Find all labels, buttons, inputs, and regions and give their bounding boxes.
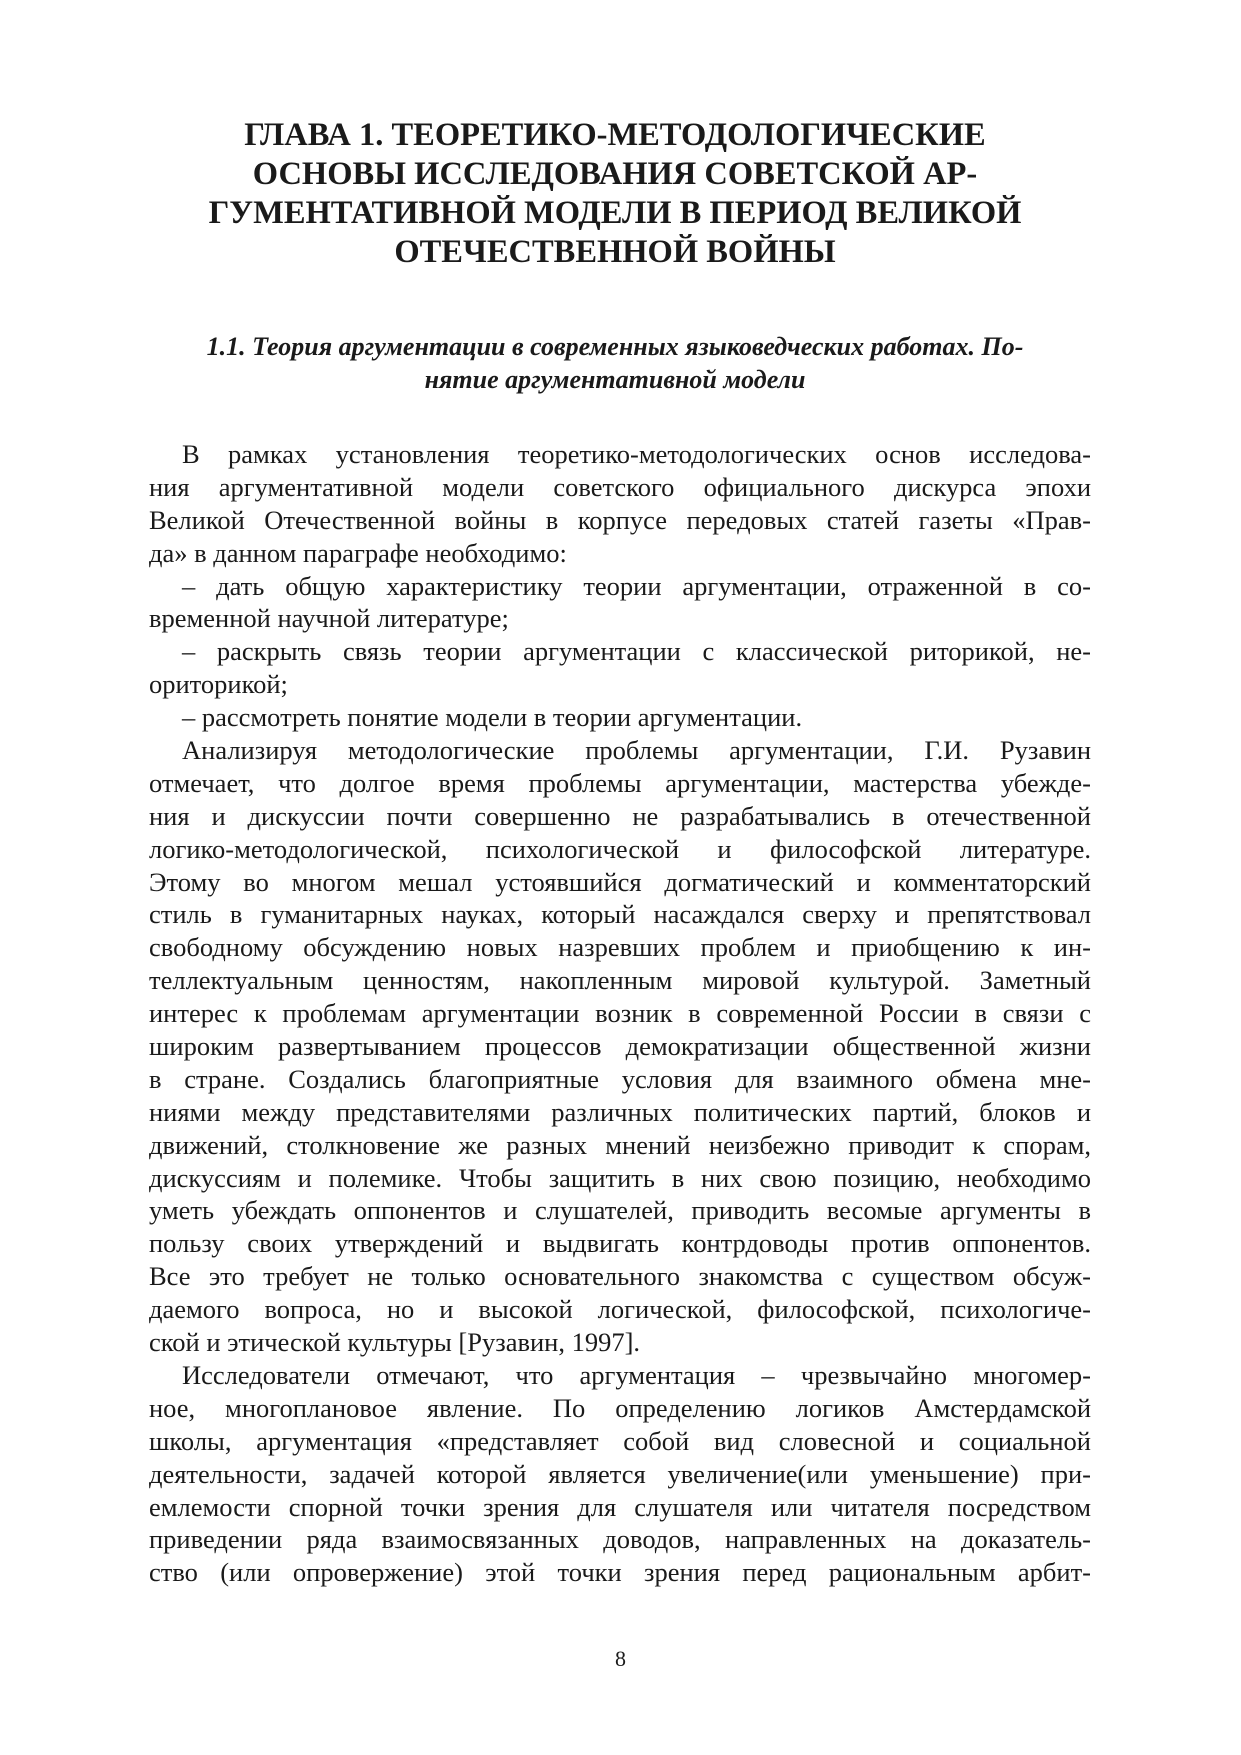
text-line: в стране. Создались благоприятные условия для взаимного обмена мне- [149,1063,1091,1094]
text-line: ния аргументативной модели советского официального дискурса эпохи [149,471,1091,502]
text-line: ния и дискуссии почти совершенно не разрабатывались в отечественной [149,800,1091,831]
section-title-line: нятие аргументативной модели [424,365,806,394]
text-line: – рассмотреть понятие модели в теории аргументации. [182,702,803,733]
text-line: приведении ряда взаимосвязанных доводов, направленных на доказатель- [149,1524,1091,1555]
chapter-title-line: ОТЕЧЕСТВЕННОЙ ВОЙНЫ [394,234,836,270]
text-line: ное, многоплановое явление. По определению логиков Амстердамской [149,1392,1091,1423]
text-line: Все это требует не только основательного знакомства с существом обсуж- [149,1261,1091,1292]
text-line: ство (или опровержение) этой точки зрения перед рациональным арбит- [149,1557,1091,1588]
text-line: Анализируя методологические проблемы аргументации, Г.И. Рузавин [182,735,1091,766]
text-line: ской и этической культуры [Рузавин, 1997]. [149,1327,641,1358]
section-title-line: 1.1. Теория аргументации в современных языковедческих работах. По- [206,332,1024,361]
text-line: – дать общую характеристику теории аргументации, отраженной в со- [182,570,1091,601]
text-line: деятельности, задачей которой является увеличение(или уменьшение) при- [149,1458,1091,1489]
text-line: – раскрыть связь теории аргументации с классической риторикой, не- [182,636,1091,667]
text-line: отмечает, что долгое время проблемы аргументации, мастерства убежде- [149,767,1091,798]
text-line: Великой Отечественной войны в корпусе передовых статей газеты «Прав- [149,504,1091,535]
text-line: интерес к проблемам аргументации возник в современной России в связи с [149,998,1091,1029]
text-line: дискуссиям и полемике. Чтобы защитить в них свою позицию, необходимо [149,1162,1091,1193]
text-line: Исследователи отмечают, что аргументация – чрезвычайно многомер- [182,1359,1091,1390]
body-text [149,438,1091,1589]
text-line: ниями между представителями различных политических партий, блоков и [149,1096,1091,1127]
text-line: пользу своих утверждений и выдвигать контрдоводы против оппонентов. [149,1228,1091,1259]
chapter-title [150,116,1080,272]
text-line: свободному обсуждению новых назревших проблем и приобщению к ин- [149,932,1091,963]
text-line: логико-методологической, психологической и философской литературе. [149,833,1091,864]
text-line: даемого вопроса, но и высокой логической, философской, психологиче- [149,1294,1091,1325]
text-line: движений, столкновение же разных мнений неизбежно приводит к спорам, [149,1129,1091,1160]
text-line: да» в данном параграфе необходимо: [149,537,567,568]
text-line: теллектуальным ценностям, накопленным мировой культурой. Заметный [149,965,1091,996]
text-line: В рамках установления теоретико-методологических основ исследова- [182,439,1091,469]
text-line: уметь убеждать оппонентов и слушателей, приводить весомые аргументы в [149,1195,1091,1226]
text-line: Этому во многом мешал устоявшийся догматический и комментаторский [149,866,1091,897]
text-line: ориторикой; [149,669,288,700]
chapter-title-line: ОСНОВЫ ИССЛЕДОВАНИЯ СОВЕТСКОЙ АР- [252,156,978,192]
text-line: емлемости спорной точки зрения для слушателя или читателя посредством [149,1491,1091,1522]
text-line: широким развертыванием процессов демократизации общественной жизни [149,1031,1091,1062]
chapter-title-line: ГУМЕНТАТИВНОЙ МОДЕЛИ В ПЕРИОД ВЕЛИКОЙ [208,195,1022,231]
text-line: временной научной литературе; [149,603,509,634]
section-title [150,330,1080,396]
chapter-title-line: ГЛАВА 1. ТЕОРЕТИКО-МЕТОДОЛОГИЧЕСКИЕ [244,117,986,153]
page-number: 8 [615,1646,626,1671]
text-line: стиль в гуманитарных науках, который насаждался сверху и препятствовал [149,899,1091,930]
text-line: школы, аргументация «представляет собой вид словесной и социальной [149,1425,1091,1456]
